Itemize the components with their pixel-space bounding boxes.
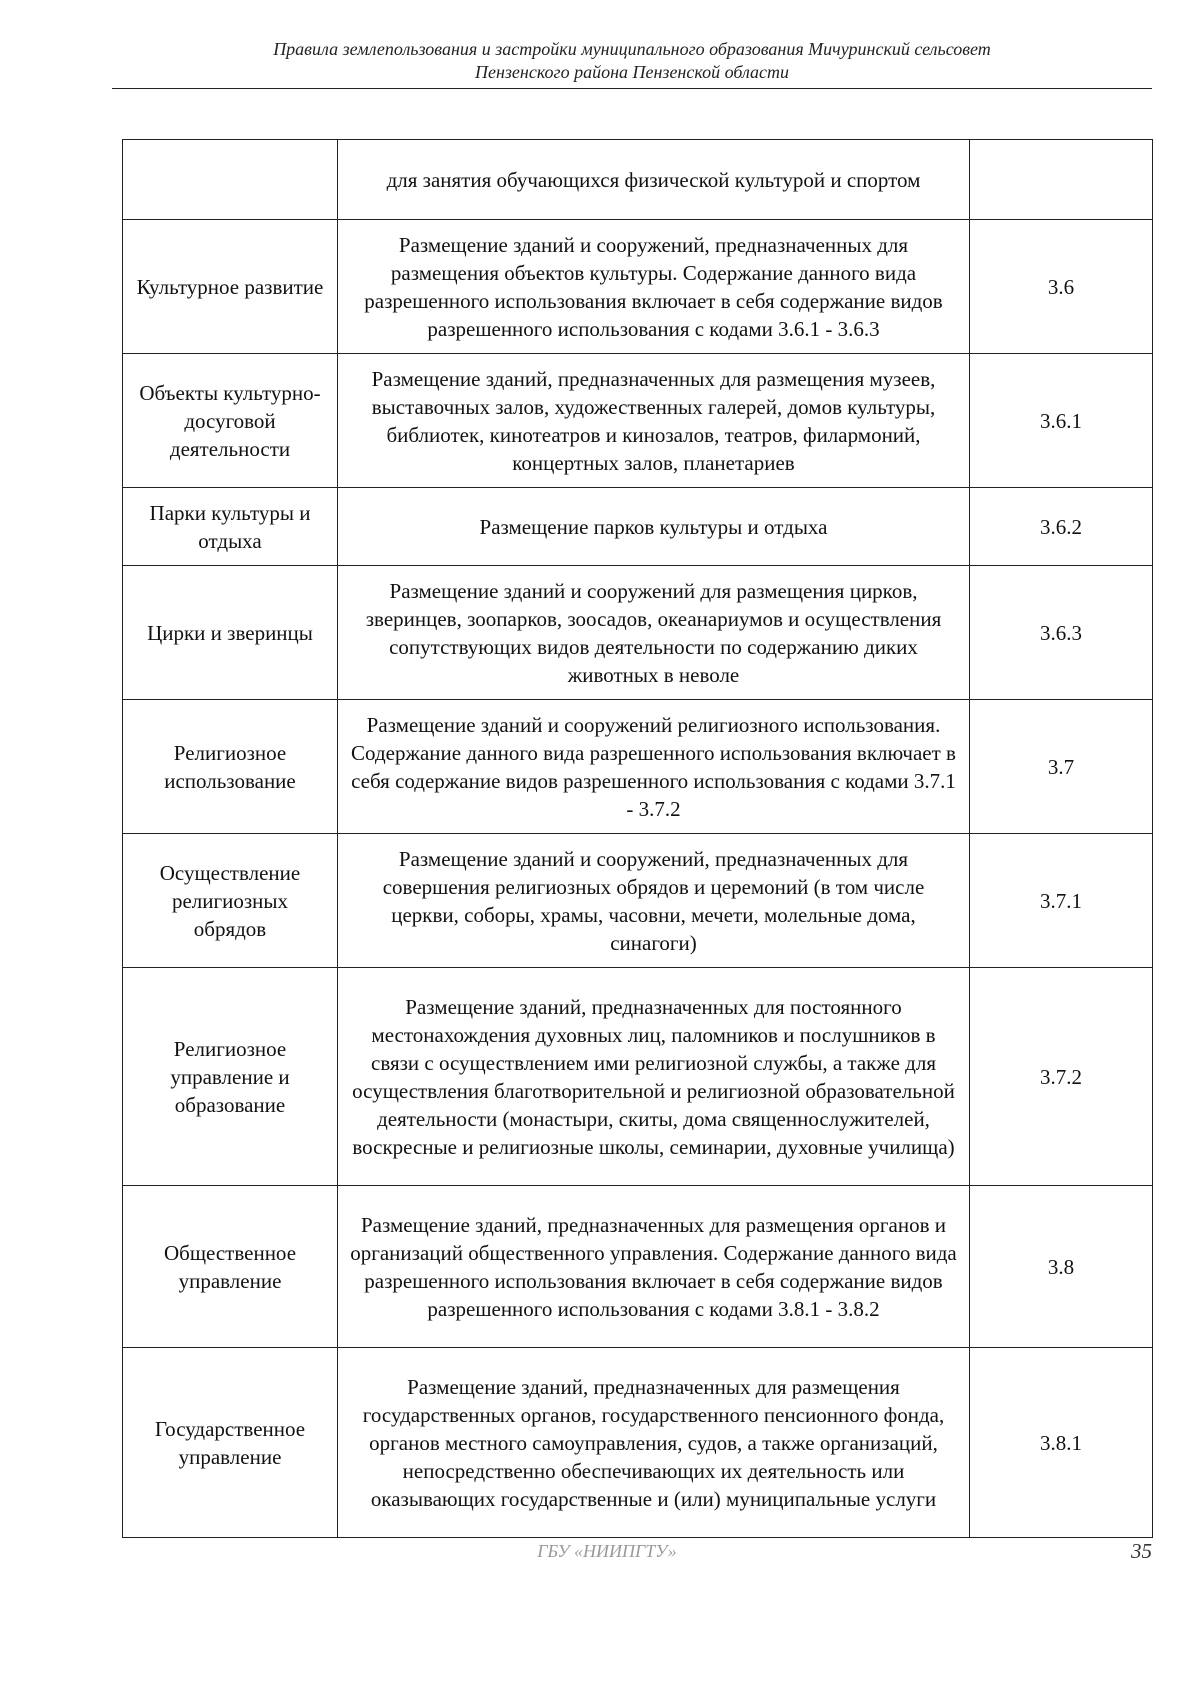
use-code-cell: 3.6.2	[970, 488, 1153, 566]
land-use-table	[122, 139, 1153, 1538]
use-name-cell: Цирки и зверинцы	[123, 566, 338, 700]
page-header	[112, 38, 1152, 84]
table-row	[123, 488, 1153, 566]
use-name-cell: Религиозное управление и образование	[123, 968, 338, 1186]
table-row	[123, 834, 1153, 968]
use-description-cell: Размещение зданий, предназначенных для размещения органов и организаций общественного управления. Содержание данного вида разрешенного использования включает в себя содержание видов разрешенного использования с кодами 3.8.1 - 3.8.2	[338, 1186, 970, 1348]
use-code-cell: 3.6.3	[970, 566, 1153, 700]
use-description-cell: Размещение зданий, предназначенных для размещения государственных органов, государственного пенсионного фонда, органов местного самоуправления, судов, а также организаций, непосредственно обеспечивающих их деятельность или оказывающих государственные и (или) муниципальные услуги	[338, 1348, 970, 1538]
use-description-cell: Размещение зданий и сооружений, предназначенных для размещения объектов культуры. Содержание данного вида разрешенного использования включает в себя содержание видов разрешенного использования с кодами 3.6.1 - 3.6.3	[338, 220, 970, 354]
use-code-cell: 3.7.2	[970, 968, 1153, 1186]
header-line-1: Правила землепользования и застройки муниципального образования Мичуринский сельсовет	[273, 39, 991, 59]
header-line-2: Пензенского района Пензенской области	[474, 62, 790, 82]
table-row	[123, 140, 1153, 220]
footer-organization: ГБУ «НИИПГТУ»	[537, 1541, 677, 1561]
use-code-cell: 3.7.1	[970, 834, 1153, 968]
use-description-cell: Размещение зданий и сооружений религиозного использования. Содержание данного вида разрешенного использования включает в себя содержание видов разрешенного использования с кодами 3.7.1 - 3.7.2	[338, 700, 970, 834]
use-name-cell: Государственное управление	[123, 1348, 338, 1538]
use-description-cell: Размещение зданий и сооружений, предназначенных для совершения религиозных обрядов и церемоний (в том числе церкви, соборы, храмы, часовни, мечети, молельные дома, синагоги)	[338, 834, 970, 968]
use-code-cell: 3.8.1	[970, 1348, 1153, 1538]
table-row	[123, 220, 1153, 354]
use-name-cell: Культурное развитие	[123, 220, 338, 354]
use-name-cell: Общественное управление	[123, 1186, 338, 1348]
table-row	[123, 1186, 1153, 1348]
use-name-cell: Религиозное использование	[123, 700, 338, 834]
page-number: 35	[1131, 1539, 1152, 1563]
use-code-cell: 3.8	[970, 1186, 1153, 1348]
use-code-cell: 3.6	[970, 220, 1153, 354]
use-description-cell: Размещение зданий и сооружений для размещения цирков, зверинцев, зоопарков, зоосадов, океанариумов и осуществления сопутствующих видов деятельности по содержанию диких животных в неволе	[338, 566, 970, 700]
table-row	[123, 968, 1153, 1186]
use-name-cell: Парки культуры и отдыха	[123, 488, 338, 566]
header-divider	[112, 88, 1152, 89]
use-description-cell: Размещение парков культуры и отдыха	[338, 488, 970, 566]
use-code-cell	[970, 140, 1153, 220]
use-name-cell: Объекты культурно-досуговой деятельности	[123, 354, 338, 488]
table-row	[123, 354, 1153, 488]
use-code-cell: 3.7	[970, 700, 1153, 834]
use-code-cell: 3.6.1	[970, 354, 1153, 488]
table-row	[123, 566, 1153, 700]
use-description-cell: для занятия обучающихся физической культурой и спортом	[338, 140, 970, 220]
table-row	[123, 1348, 1153, 1538]
use-name-cell: Осуществление религиозных обрядов	[123, 834, 338, 968]
table-row	[123, 700, 1153, 834]
use-description-cell: Размещение зданий, предназначенных для размещения музеев, выставочных залов, художественных галерей, домов культуры, библиотек, кинотеатров и кинозалов, театров, филармоний, концертных залов, планетариев	[338, 354, 970, 488]
use-description-cell: Размещение зданий, предназначенных для постоянного местонахождения духовных лиц, паломников и послушников в связи с осуществлением ими религиозной службы, а также для осуществления благотворительной и религиозной образовательной деятельности (монастыри, скиты, дома священнослужителей, воскресные и религиозные школы, семинарии, духовные училища)	[338, 968, 970, 1186]
use-name-cell	[123, 140, 338, 220]
